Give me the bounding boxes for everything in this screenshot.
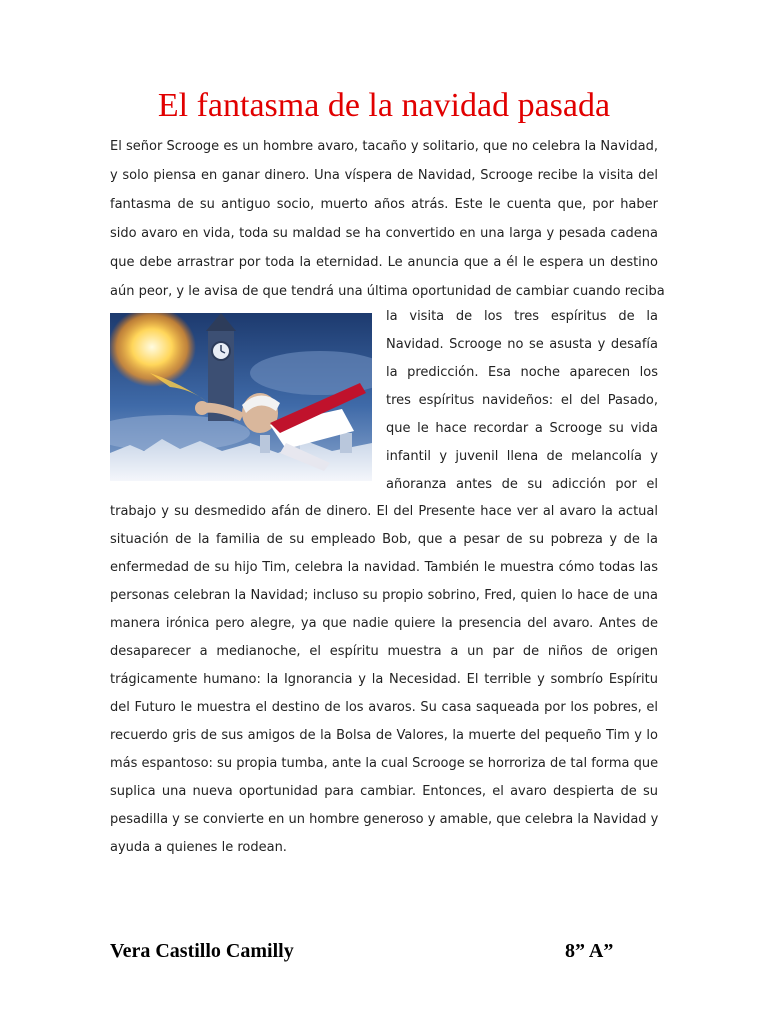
body-line: más espantoso: su propia tumba, ante la cual Scrooge se horroriza de tal forma que: [110, 756, 659, 771]
body-line: desaparecer a medianoche, el espíritu muestra a un par de niños de origen: [110, 644, 658, 659]
body-line: trabajo y su desmedido afán de dinero. El del Presente hace ver al avaro la actual: [110, 504, 658, 519]
body-line: recuerdo gris de sus amigos de la Bolsa de Valores, la muerte del pequeño Tim y lo: [110, 728, 658, 743]
body-line: enfermedad de su hijo Tim, celebra la navidad. También le muestra cómo todas las: [110, 560, 658, 575]
scrooge-ghost-illustration: [110, 313, 372, 481]
body-line: y solo piensa en ganar dinero. Una víspera de Navidad, Scrooge recibe la visita del: [110, 168, 658, 183]
body-line: trágicamente humano: la Ignorancia y la Necesidad. El terrible y sombrío Espíritu: [110, 672, 658, 687]
body-line: El señor Scrooge es un hombre avaro, tacaño y solitario, que no celebra la Navidad,: [110, 139, 658, 154]
body-line: aún peor, y le avisa de que tendrá una última oportunidad de cambiar cuando reciba: [110, 284, 665, 299]
author-name: Vera Castillo Camilly: [110, 940, 294, 962]
body-line: ayuda a quienes le rodean.: [110, 840, 287, 855]
body-line: tres espíritus navideños: el del Pasado,: [386, 393, 658, 408]
document-title: El fantasma de la navidad pasada: [157, 87, 611, 124]
body-line: Navidad. Scrooge no se asusta y desafía: [386, 337, 658, 352]
body-line: personas celebran la Navidad; incluso su propio sobrino, Fred, quien lo hace de una: [110, 588, 658, 603]
grade-label: 8” A”: [565, 940, 614, 962]
body-line: añoranza antes de su adicción por el: [386, 477, 658, 492]
body-line: la visita de los tres espíritus de la: [386, 309, 658, 324]
body-line: la predicción. Esa noche aparecen los: [386, 365, 658, 380]
body-line: que debe arrastrar por toda la eternidad. Le anuncia que a él le espera un destino: [110, 255, 658, 270]
body-line: pesadilla y se convierte en un hombre generoso y amable, que celebra la Navidad y: [110, 812, 659, 827]
body-line: infantil y juvenil llena de melancolía y: [386, 449, 658, 464]
body-line: que le hace recordar a Scrooge su vida: [386, 421, 658, 436]
body-line: fantasma de su antiguo socio, muerto años atrás. Este le cuenta que, por haber: [110, 197, 658, 212]
body-line: situación de la familia de su empleado Bob, que a pesar de su pobreza y de la: [110, 532, 658, 547]
body-line: manera irónica pero alegre, ya que nadie quiere la presencia del avaro. Antes de: [110, 616, 658, 631]
body-line: suplica una nueva oportunidad para cambiar. Entonces, el avaro despierta de su: [110, 784, 658, 799]
body-line: del Futuro le muestra el destino de los avaros. Su casa saqueada por los pobres, el: [110, 700, 658, 715]
body-line: sido avaro en vida, toda su maldad se ha convertido en una larga y pesada cadena: [110, 226, 658, 241]
